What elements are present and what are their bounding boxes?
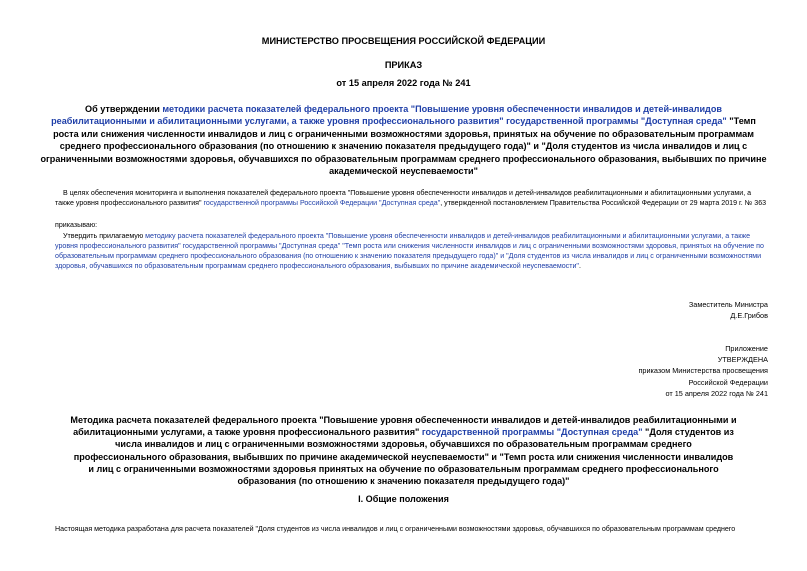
- order-title-prefix: Об утверждении: [85, 104, 163, 114]
- section-paragraph: Настоящая методика разработана для расчета показателей "Доля студентов из числа инвалидов и лиц с ограниченными возможностями здоровья, обучавшихся по образовательным программам среднего: [55, 525, 736, 533]
- approved-by-order: приказом Министерства просвещения: [638, 366, 768, 376]
- preamble-text-end: , утвержденной постановлением Правительства Российской Федерации от 29 марта 2019 г. № 363: [440, 199, 767, 207]
- appendix-label: Приложение: [725, 344, 768, 353]
- appendix-date-number: от 15 апреля 2022 года № 241: [665, 388, 768, 398]
- methodology-title: [70, 414, 737, 487]
- approved-label: УТВЕРЖДЕНА: [717, 355, 768, 365]
- document-type: ПРИКАЗ: [384, 60, 423, 70]
- signature-block: [468, 299, 768, 321]
- methodology-link[interactable]: методики расчета показателей федерального проекта "Повышение уровня обеспеченности инвалидов и детей-инвалидов реабилитационными и абилитационными услугами, а также уровня профессионального развития" государственной программы "Доступная среда": [51, 104, 727, 127]
- order-date-number: от 15 апреля 2022 года № 241: [336, 78, 471, 88]
- preamble-paragraph: [55, 188, 768, 208]
- approve-text-end: .: [578, 262, 581, 270]
- state-program-link[interactable]: государственной программы Российской Федерации "Доступная среда": [203, 199, 441, 207]
- order-title-suffix: "Темп роста или снижения численности инвалидов и лиц с ограниченными возможностями здоровья, принятых на обучение по образовательным программам среднего профессионального образования (по отношению к значению показателя предыдущего года)" и "Доля студентов из числа инвалидов и лиц с ограниченными возможностями здоровья, обучавшихся по образовательным программам среднего профессионального образования, выбывших по причине академической неуспеваемости": [40, 116, 767, 177]
- signatory-name: Д.Е.Грибов: [730, 311, 768, 321]
- methodology-title-text-end: "Доля студентов из числа инвалидов и лиц с ограниченными возможностями здоровья, обучавшихся по образовательным программам среднего профессионального образования, выбывших по причине академической неуспеваемости" и "Темп роста или снижения численности инвалидов и лиц с ограниченными возможностями здоровья принятых на обучение по образовательным программам среднего профессионального образования (по отношению к значению показателя предыдущего года)": [73, 427, 734, 487]
- ministry-header: МИНИСТЕРСТВО ПРОСВЕЩЕНИЯ РОССИЙСКОЙ ФЕДЕРАЦИИ: [261, 36, 546, 46]
- signatory-position: Заместитель Министра: [688, 300, 768, 309]
- appendix-block: [468, 343, 768, 399]
- order-title: [38, 103, 769, 177]
- methodology-title-text: Методика расчета показателей федерального проекта "Повышение уровня обеспеченности инвалидов и детей-инвалидов реабилитационными и абилитационными услугами, а также уровня профессионального развития": [70, 415, 737, 438]
- approve-paragraph: [55, 231, 768, 271]
- order-word: приказываю:: [55, 221, 98, 229]
- program-link[interactable]: государственной программы "Доступная среда": [421, 427, 643, 438]
- section-heading: I. Общие положения: [358, 494, 449, 504]
- preamble-text: В целях обеспечения мониторинга и выполнения показателей федерального проекта "Повышение уровня обеспеченности инвалидов и детей-инвалидов реабилитационными и абилитационными услугами, а также уровня профессионального развития": [55, 189, 752, 207]
- approve-text: Утвердить прилагаемую: [63, 232, 146, 240]
- approved-methodology-link[interactable]: методику расчета показателей федерального проекта "Повышение уровня обеспеченности инвалидов и детей-инвалидов реабилитационными и абилитационными услугами, а также уровня профессионального развития" государственной программы "Доступная среда" "Темп роста или снижения численности инвалидов и лиц с ограниченными возможностями здоровья, принятых на обучение по образовательным программам среднего профессионального образования (по отношению к значению показателя предыдущего года)" и "Доля студентов из числа инвалидов и лиц с ограниченными возможностями здоровья, обучавшихся по образовательным программам среднего профессионального образования, выбывших по причине академической неуспеваемости": [55, 232, 764, 270]
- approved-country: Российской Федерации: [688, 377, 768, 387]
